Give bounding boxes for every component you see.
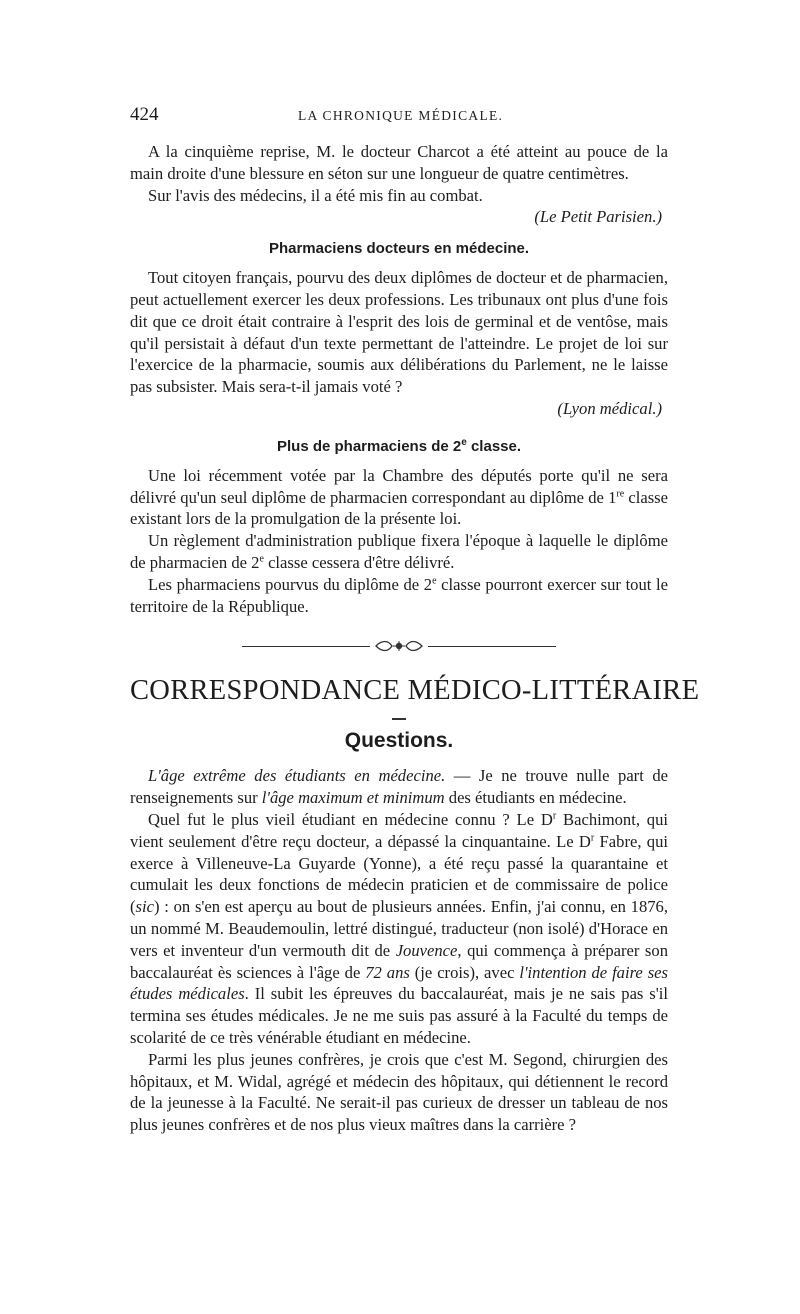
question-3-paragraph: Parmi les plus jeunes confrères, je crois que c'est M. Segond, chirurgien des hôpitaux, et M. Widal, agrégé et médecin des hôpitaux, qui détiennent le record de la jeunesse à la Faculté. Ne serait-il pas curieux de dresser un tableau de nos plus jeunes confrères et de nos plus vieux maîtres dans la carrière ? — [130, 1049, 668, 1135]
ornamental-divider — [130, 639, 668, 653]
section1-source: (Lyon médical.) — [557, 398, 662, 418]
section2-paragraph-3: Les pharmaciens pourvus du diplôme de 2e classe pourront exercer sur tout le territoire de la République. — [130, 574, 668, 616]
questions-subtitle: Questions. — [344, 729, 454, 753]
fleuron-icon — [374, 639, 424, 653]
page-number: 424 — [130, 104, 159, 125]
page-header — [130, 104, 668, 130]
question-2-paragraph: Quel fut le plus vieil étudiant en médecine connu ? Le $D^r$ Bachimont, qui vient seulement d'être reçu docteur, a dépassé la cinquantaine. Le $D^r$ Fabre, qui exerce à Villeneuve-La Guyarde (Yonne), a été reçu passé la quarantaine et cumulait les deux fonctions de médecin praticien et de commissaire de police (sic) : on s'en est aperçu au bout de plusieurs années. Enfin, j'ai connu, en 1876, un nommé M. Beaudemoulin, lettré distingué, traducteur (non isolé) d'Horace en vers et inventeur d'un vermouth dit de Jouvence, qui commença à préparer son baccalauréat ès sciences à l'âge de 72 ans (je crois), avec l'intention de faire ses études médicales. Il subit les épreuves du baccalauréat, mais je ne sais pas s'il termina ses études médicales. Je ne me suis pas assuré à la Faculté du temps de scolarité de ce très vénérable étudiant en médecine. — [130, 809, 669, 1047]
section2-paragraph-2: Un règlement d'administration publique fixera l'époque à laquelle le diplôme de pharmacien de 2e classe cessera d'être délivré. — [130, 531, 668, 572]
correspondance-title: CORRESPONDANCE MÉDICO-LITTÉRAIRE — [130, 675, 700, 707]
title-dash — [392, 718, 406, 720]
intro-source: (Le Petit Parisien.) — [534, 207, 662, 227]
section2-paragraph-1: Une loi récemment votée par la Chambre des députés porte qu'il ne sera délivré qu'un seul diplôme de pharmacien correspondant au diplôme de 1re classe existant lors de la promulgation de la présente loi. — [130, 465, 668, 529]
divider-line-left — [242, 646, 370, 647]
section-title-pharmaciens-docteurs: Pharmaciens docteurs en médecine. — [268, 240, 530, 258]
divider-line-right — [428, 646, 556, 647]
intro-paragraph-2: Sur l'avis des médecins, il a été mis fin au combat. — [148, 185, 483, 205]
question-1-paragraph: L'âge extrême des étudiants en médecine. — Je ne trouve nulle part de renseignements sur l'âge maximum et minimum des étudiants en médecine. — [130, 766, 668, 808]
section1-paragraph: Tout citoyen français, pourvu des deux diplômes de docteur et de pharmacien, peut actuellement exercer les deux professions. Les tribunaux ont plus d'une fois dit que ce droit était contraire à l'esprit des lois de germinal et de ventôse, mais qu'il persistait à défaut d'un texte permettant de l'atteindre. Le projet de loi sur l'exercice de la pharmacie, soumis aux délibérations du Parlement, ne le laisse pas subsister. Mais sera-t-il jamais voté ? — [130, 268, 668, 397]
page-body — [130, 141, 700, 1136]
running-title: LA CHRONIQUE MÉDICALE. — [298, 108, 504, 123]
intro-paragraph-1: A la cinquième reprise, M. le docteur Charcot a été atteint au pouce de la main droite d'une blessure en séton sur une longueur de quatre centimètres. — [130, 142, 668, 183]
section-title-pharmaciens-2e-classe: Plus de pharmaciens de 2e classe. — [276, 436, 522, 455]
